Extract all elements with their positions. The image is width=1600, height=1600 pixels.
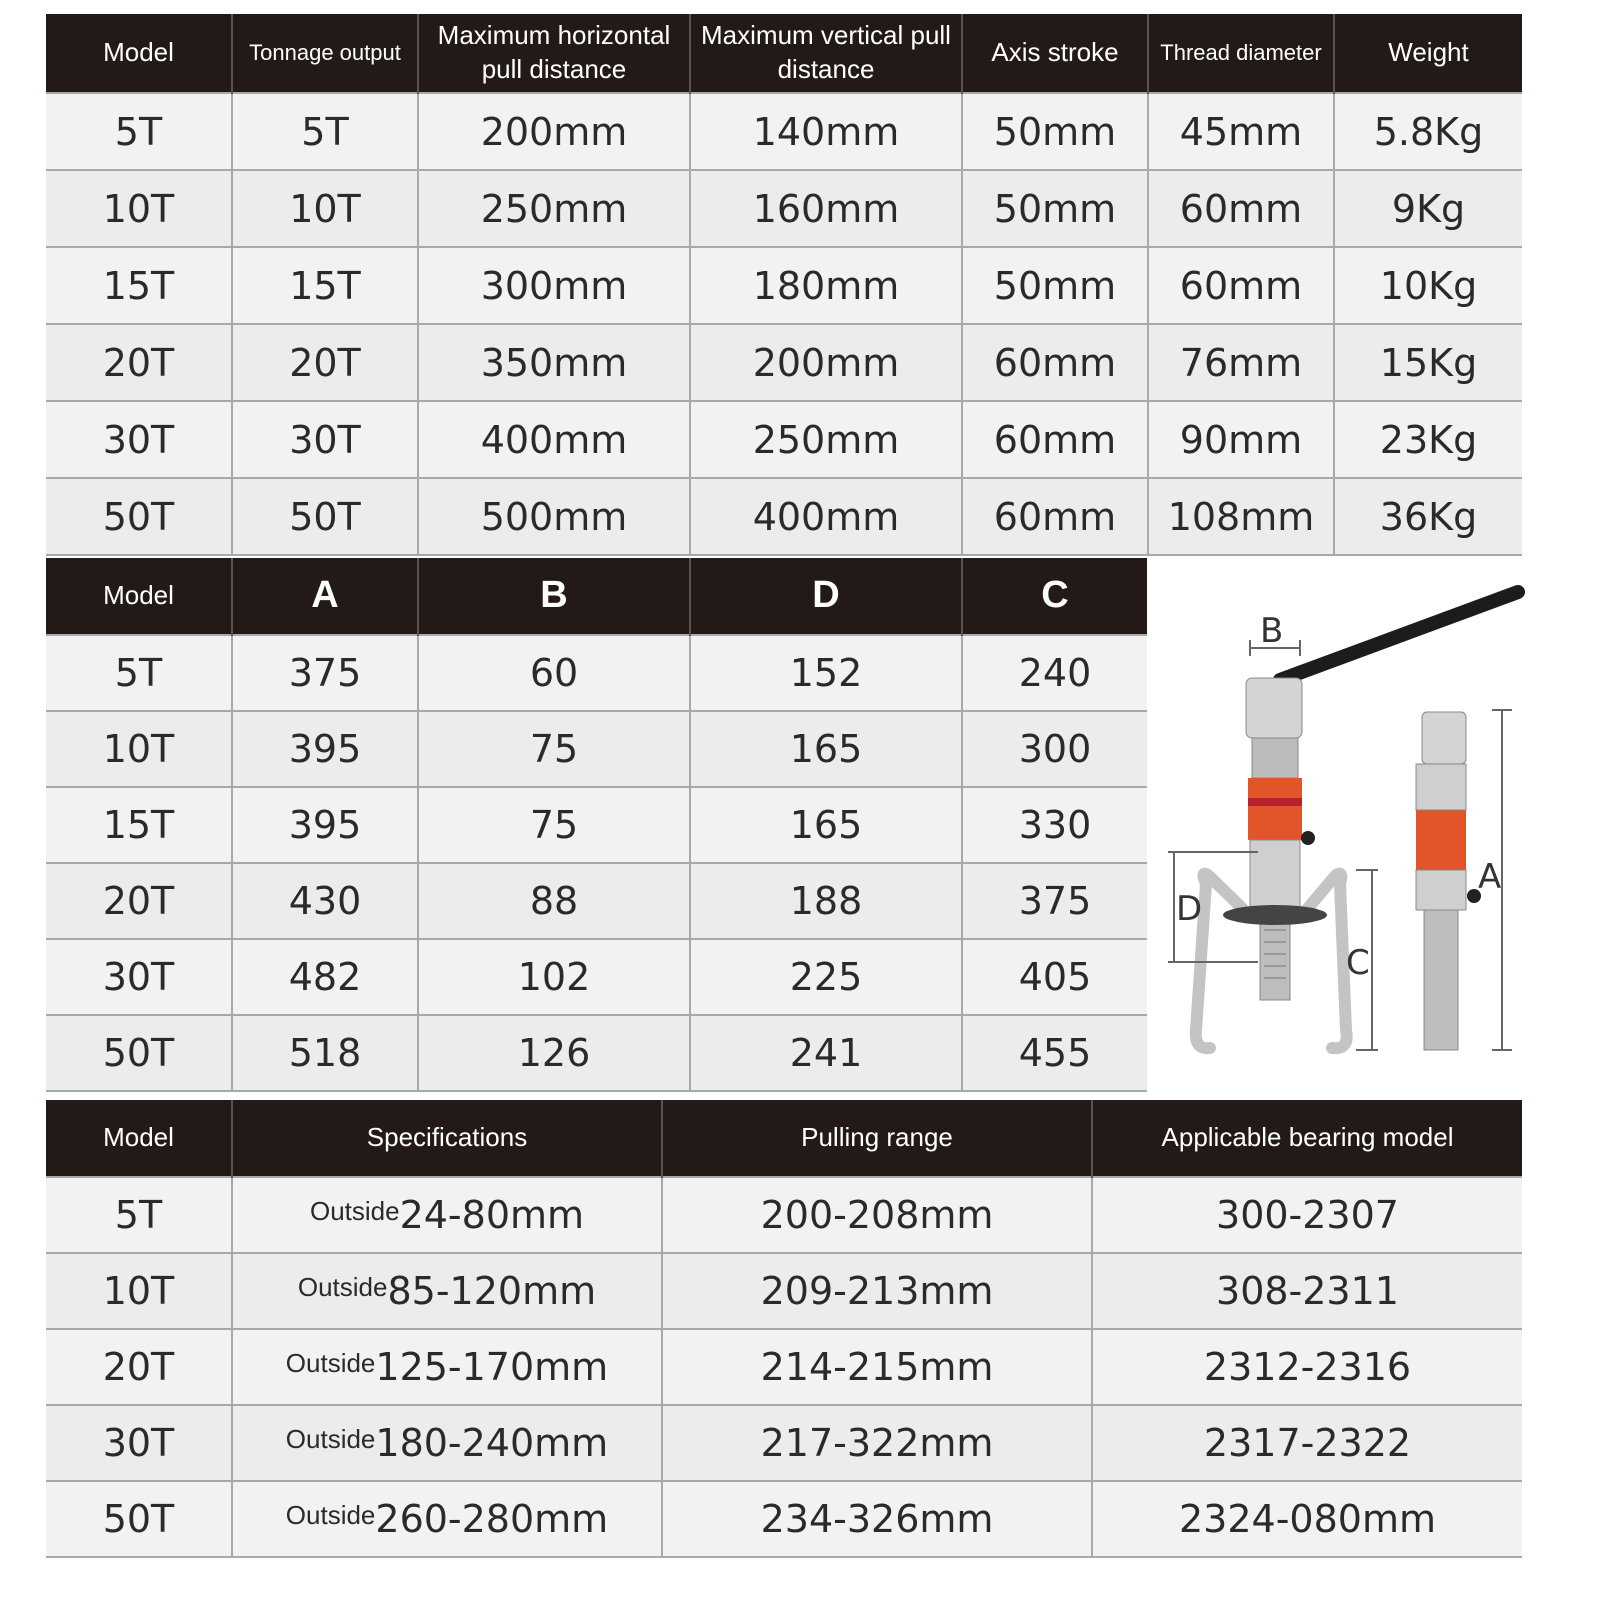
- cell-specifications: [232, 1177, 662, 1253]
- cell: 400mm: [418, 401, 690, 478]
- spec-value: 85-120mm: [387, 1269, 597, 1313]
- cell: 200mm: [418, 93, 690, 170]
- cell: 50mm: [962, 247, 1148, 324]
- table-row: [46, 1015, 1147, 1091]
- spec-value: 180-240mm: [375, 1421, 609, 1465]
- table-row: [46, 170, 1522, 247]
- cell-specifications: [232, 1253, 662, 1329]
- cell: 482: [232, 939, 418, 1015]
- cell: 15T: [46, 787, 232, 863]
- cell: 300: [962, 711, 1147, 787]
- cell: 108mm: [1148, 478, 1334, 555]
- cell: 395: [232, 711, 418, 787]
- spec-prefix: Outside: [285, 1424, 376, 1454]
- cell: 308-2311: [1092, 1253, 1522, 1329]
- table-row: [46, 478, 1522, 555]
- range-table: [46, 1100, 1522, 1558]
- cell: 5T: [46, 93, 232, 170]
- release-knob: [1301, 831, 1315, 845]
- cell: 60mm: [962, 478, 1148, 555]
- header-dim-a: A: [232, 558, 418, 635]
- spec-prefix: Outside: [285, 1348, 376, 1378]
- header-max-horizontal-pull: Maximum horizontal pull distance: [418, 14, 690, 93]
- spec-value: 260-280mm: [375, 1497, 609, 1541]
- cell: 90mm: [1148, 401, 1334, 478]
- header-max-vertical-pull: Maximum vertical pull distance: [690, 14, 962, 93]
- small-unit-neck: [1416, 764, 1466, 810]
- header-pulling-range: Pulling range: [662, 1100, 1092, 1177]
- cell: 30T: [46, 401, 232, 478]
- spec-value: 24-80mm: [399, 1193, 585, 1237]
- cell: 300-2307: [1092, 1177, 1522, 1253]
- cell: 10T: [232, 170, 418, 247]
- cell: 405: [962, 939, 1147, 1015]
- cell: 250mm: [418, 170, 690, 247]
- cell: 50T: [232, 478, 418, 555]
- jaw-yoke: [1223, 905, 1327, 925]
- cell: 75: [418, 787, 690, 863]
- cell-specifications: [232, 1329, 662, 1405]
- cell: 23Kg: [1334, 401, 1522, 478]
- cell: 2324-080mm: [1092, 1481, 1522, 1557]
- table-row: [46, 401, 1522, 478]
- cell: 2312-2316: [1092, 1329, 1522, 1405]
- table-row: [46, 1405, 1522, 1481]
- small-unit-body: [1416, 870, 1466, 910]
- cell: 75: [418, 711, 690, 787]
- cell: 88: [418, 863, 690, 939]
- header-axis-stroke: Axis stroke: [962, 14, 1148, 93]
- cell: 9Kg: [1334, 170, 1522, 247]
- cell: 20T: [46, 324, 232, 401]
- cell: 180mm: [690, 247, 962, 324]
- cell: 60mm: [962, 324, 1148, 401]
- range-header-row: [46, 1100, 1522, 1177]
- cell: 240: [962, 635, 1147, 711]
- cell: 10Kg: [1334, 247, 1522, 324]
- pump-handle: [1280, 592, 1518, 680]
- cell: 518: [232, 1015, 418, 1091]
- orange-band: [1248, 778, 1302, 840]
- table-row: [46, 939, 1147, 1015]
- cell: 60mm: [962, 401, 1148, 478]
- spec-prefix: Outside: [285, 1500, 376, 1530]
- dimension-label-c: C: [1346, 943, 1370, 983]
- cell: 375: [232, 635, 418, 711]
- table-row: [46, 787, 1147, 863]
- cell-specifications: [232, 1481, 662, 1557]
- cell: 76mm: [1148, 324, 1334, 401]
- table-row: [46, 863, 1147, 939]
- cell: 200mm: [690, 324, 962, 401]
- screw-rod: [1260, 920, 1290, 1000]
- cell: 60mm: [1148, 170, 1334, 247]
- cell: 15T: [232, 247, 418, 324]
- cell: 209-213mm: [662, 1253, 1092, 1329]
- dimension-table: [46, 558, 1147, 1092]
- band-stripe: [1248, 798, 1302, 806]
- cell: 20T: [232, 324, 418, 401]
- cell: 50T: [46, 1481, 232, 1557]
- table-row: [46, 1253, 1522, 1329]
- cell: 152: [690, 635, 962, 711]
- right-jaw: [1308, 874, 1347, 1048]
- cell: 50T: [46, 478, 232, 555]
- cell: 45mm: [1148, 93, 1334, 170]
- cell: 140mm: [690, 93, 962, 170]
- spec-prefix: Outside: [309, 1196, 400, 1226]
- cell: 455: [962, 1015, 1147, 1091]
- cell: 30T: [46, 939, 232, 1015]
- cell: 400mm: [690, 478, 962, 555]
- cell: 300mm: [418, 247, 690, 324]
- cell: 5T: [46, 635, 232, 711]
- cell: 350mm: [418, 324, 690, 401]
- spec-prefix: Outside: [297, 1272, 388, 1302]
- specs-table: [46, 14, 1522, 556]
- cell: 10T: [46, 170, 232, 247]
- table-row: [46, 1177, 1522, 1253]
- header-thread-diameter: Thread diameter: [1148, 14, 1334, 93]
- cell: 395: [232, 787, 418, 863]
- header-applicable-bearing-model: Applicable bearing model: [1092, 1100, 1522, 1177]
- header-dim-d: D: [690, 558, 962, 635]
- table-row: [46, 324, 1522, 401]
- puller-head: [1246, 678, 1302, 738]
- cell: 234-326mm: [662, 1481, 1092, 1557]
- cell: 188: [690, 863, 962, 939]
- cell: 5.8Kg: [1334, 93, 1522, 170]
- header-dim-b: B: [418, 558, 690, 635]
- cell: 375: [962, 863, 1147, 939]
- table-row: [46, 247, 1522, 324]
- cell: 250mm: [690, 401, 962, 478]
- dimension-header-row: [46, 558, 1147, 635]
- cell: 10T: [46, 1253, 232, 1329]
- cell: 165: [690, 787, 962, 863]
- cell: 15Kg: [1334, 324, 1522, 401]
- table-row: [46, 635, 1147, 711]
- small-unit-band: [1416, 810, 1466, 870]
- cell: 241: [690, 1015, 962, 1091]
- small-unit-head: [1422, 712, 1466, 764]
- cell: 30T: [232, 401, 418, 478]
- dimension-label-a: A: [1478, 857, 1502, 897]
- dimension-label-b: B: [1260, 611, 1284, 651]
- cell: 20T: [46, 1329, 232, 1405]
- cell: 5T: [46, 1177, 232, 1253]
- table-row: [46, 711, 1147, 787]
- cell: 15T: [46, 247, 232, 324]
- header-model: Model: [46, 1100, 232, 1177]
- header-model: Model: [46, 14, 232, 93]
- header-dim-c: C: [962, 558, 1147, 635]
- header-specifications: Specifications: [232, 1100, 662, 1177]
- cell-specifications: [232, 1405, 662, 1481]
- small-unit-screw: [1424, 910, 1458, 1050]
- cell: 2317-2322: [1092, 1405, 1522, 1481]
- header-model: Model: [46, 558, 232, 635]
- cell: 214-215mm: [662, 1329, 1092, 1405]
- cell: 50T: [46, 1015, 232, 1091]
- cell: 500mm: [418, 478, 690, 555]
- cell: 5T: [232, 93, 418, 170]
- cell: 60mm: [1148, 247, 1334, 324]
- left-jaw: [1196, 874, 1242, 1048]
- cell: 160mm: [690, 170, 962, 247]
- cell: 50mm: [962, 170, 1148, 247]
- table-row: [46, 93, 1522, 170]
- cell: 200-208mm: [662, 1177, 1092, 1253]
- cell: 10T: [46, 711, 232, 787]
- cell: 60: [418, 635, 690, 711]
- cell: 30T: [46, 1405, 232, 1481]
- cell: 330: [962, 787, 1147, 863]
- cylinder-neck: [1252, 738, 1298, 778]
- cell: 225: [690, 939, 962, 1015]
- cell: 36Kg: [1334, 478, 1522, 555]
- cell: 20T: [46, 863, 232, 939]
- cell: 126: [418, 1015, 690, 1091]
- dimension-label-d: D: [1176, 889, 1203, 929]
- cell: 430: [232, 863, 418, 939]
- header-weight: Weight: [1334, 14, 1522, 93]
- cell: 102: [418, 939, 690, 1015]
- cell: 217-322mm: [662, 1405, 1092, 1481]
- specs-header-row: [46, 14, 1522, 93]
- hydraulic-puller-illustration: [1160, 570, 1540, 1070]
- table-row: [46, 1329, 1522, 1405]
- cell: 165: [690, 711, 962, 787]
- header-tonnage-output: Tonnage output: [232, 14, 418, 93]
- spec-value: 125-170mm: [375, 1345, 609, 1389]
- cell: 50mm: [962, 93, 1148, 170]
- table-row: [46, 1481, 1522, 1557]
